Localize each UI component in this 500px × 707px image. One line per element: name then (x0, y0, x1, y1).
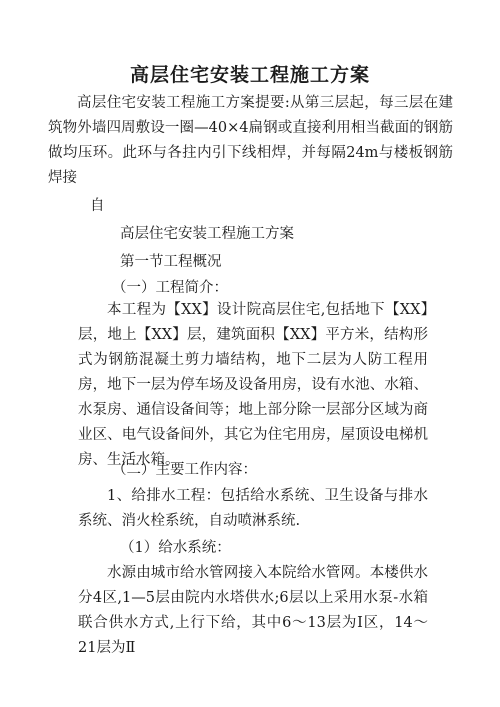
water-paragraph: 水源由城市给水管网接入本院给水管网。本楼供水分4区,1—5层由院内水塔供水;6层以上采用水泵-水箱联合供水方式,上行下给，其中6～13层为Ⅰ区，14～21层为Ⅱ (78, 565, 428, 656)
subsection-work: （二）主要工作内容： (112, 462, 257, 478)
subsection-water: （1）给水系统： (120, 540, 231, 556)
subsection-intro: （一）工程简介： (112, 280, 228, 296)
intro-paragraph: 本工程为【XX】设计院高层住宅,包括地下【XX】层，地上【XX】层，建筑面积【XX】平方米，结构形式为钢筋混凝土剪力墙结构，地下二层为人防工程用房，地下一层为停车场及设备用房，设有水池、水箱、水泵房、通信设备间等；地上部分除一层部分区域为商业区、电气设备间外，其它为住宅用房，屋顶设电梯机房、生活水箱。 (78, 302, 428, 468)
body-heading: 高层住宅安装工程施工方案 (120, 226, 294, 242)
section-heading: 第一节工程概况 (120, 254, 222, 270)
document-title: 高层住宅安装工程施工方案 (129, 64, 370, 86)
abstract-paragraph: 高层住宅安装工程施工方案提要:从第三层起，每三层在建筑物外墙四周敷设一圈—40×4扁钢或直接利用相当截面的钢筋做均压环。此环与各拄内引下线相焊，并每隔24m与楼板钢筋焊接 (48, 95, 453, 186)
source-char: 自 (90, 198, 105, 214)
item-plumbing: 1、给排水工程：包括给水系统、卫生设备与排水系统、消火栓系统，自动喷淋系统. (78, 488, 428, 529)
